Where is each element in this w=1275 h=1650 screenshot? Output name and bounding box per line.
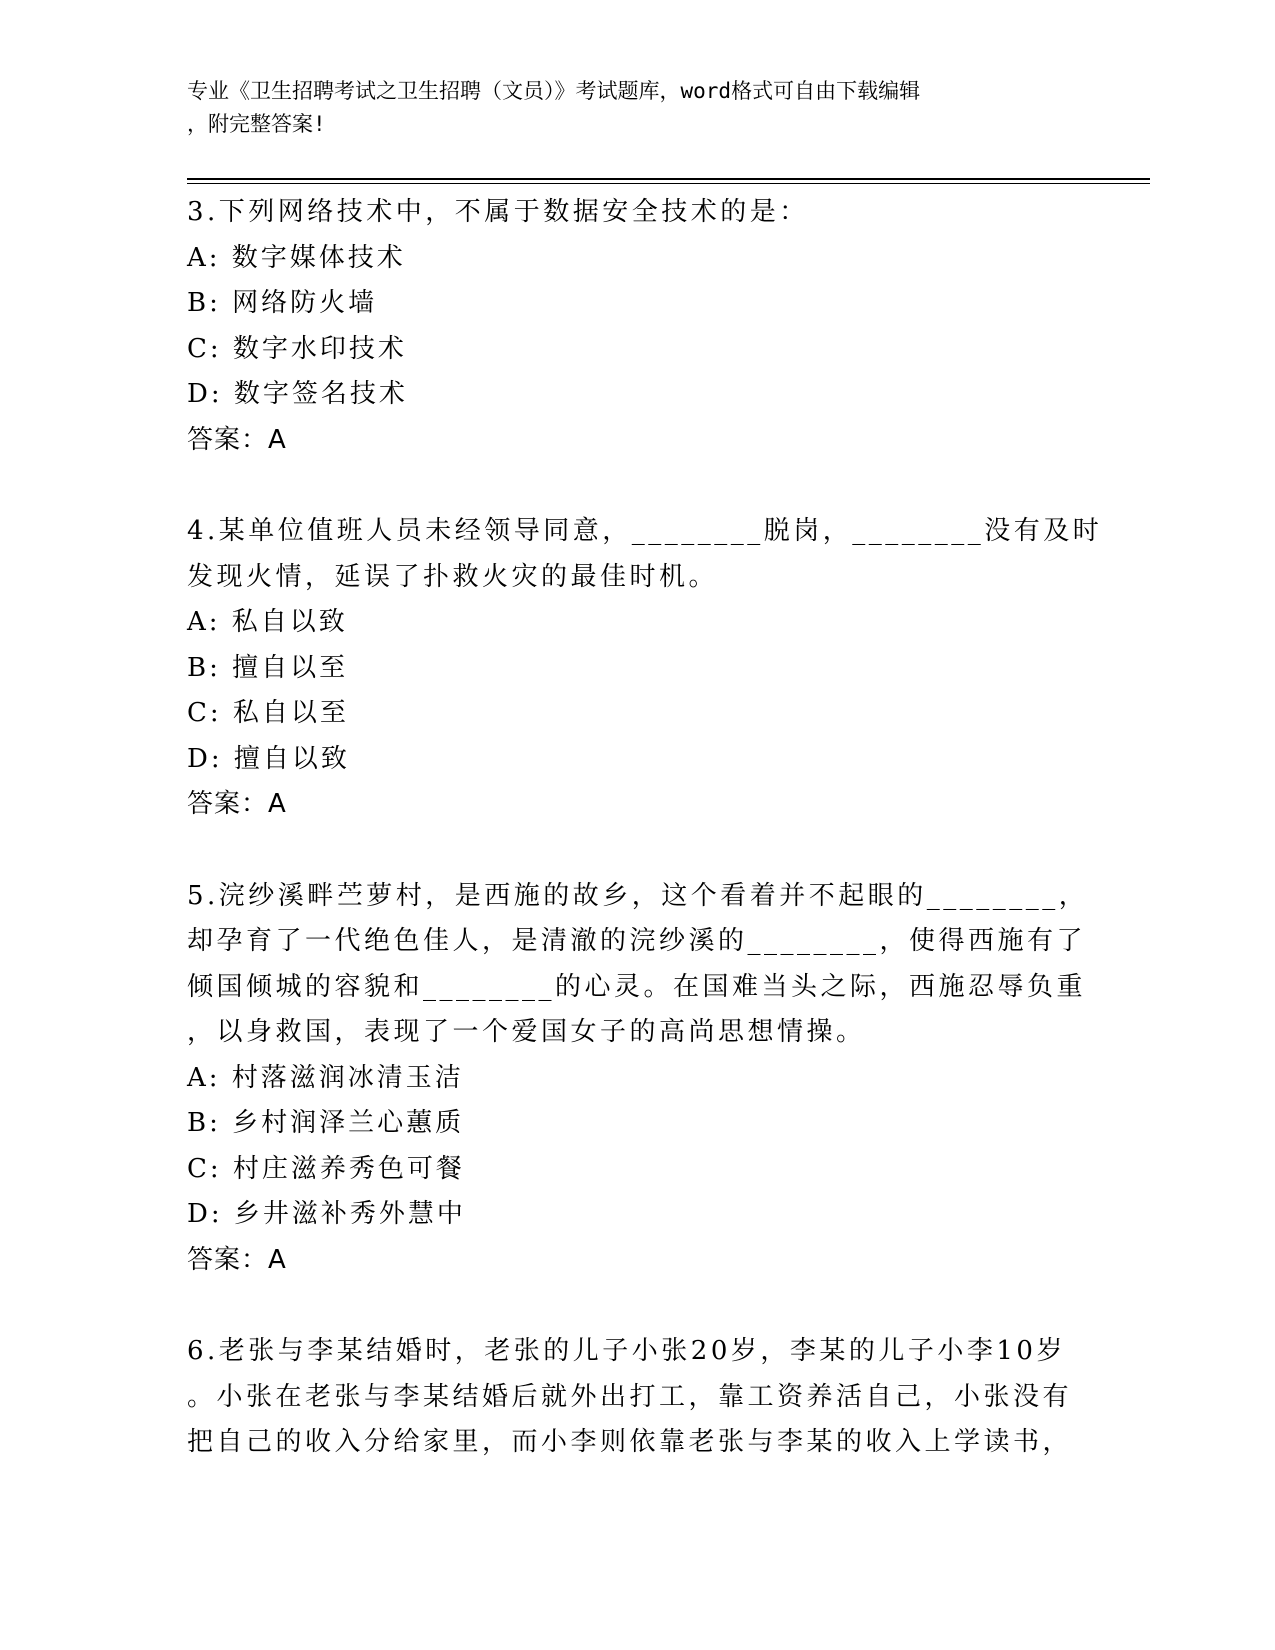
stem-line: 4.某单位值班人员未经领导同意，________脱岗，________没有及时 [187, 516, 1103, 546]
question-stem [187, 509, 1103, 600]
option-b: B: 乡村润泽兰心蕙质 [187, 1108, 465, 1138]
question-stem [187, 190, 1067, 236]
option-d: D: 乡井滋补秀外慧中 [187, 1199, 466, 1229]
stem-line: 却孕育了一代绝色佳人，是清澈的浣纱溪的________，使得西施有了 [187, 926, 1087, 956]
question-list [187, 190, 1103, 1512]
stem-line: 发现火情，延误了扑救火灾的最佳时机。 [187, 561, 719, 592]
question-stem [187, 874, 1089, 1056]
option-a: A: 私自以致 [187, 607, 348, 637]
option-c: C: 私自以至 [187, 698, 349, 728]
stem-line: 。小张在老张与李某结婚后就外出打工，靠工资养活自己，小张没有 [187, 1381, 1073, 1412]
option-c: C: 村庄滋养秀色可餐 [187, 1153, 465, 1184]
question-4 [187, 509, 1103, 828]
answer-label: 答案：A [187, 789, 287, 819]
stem-line: 倾国倾城的容貌和________的心灵。在国难当头之际，西施忍辱负重 [187, 971, 1087, 1002]
option-c: C: 数字水印技术 [187, 333, 407, 364]
option-a: A: 村落滋润冰清玉洁 [187, 1062, 464, 1093]
stem-line: 6.老张与李某结婚时，老张的儿子小张20岁，李某的儿子小李10岁 [187, 1336, 1066, 1366]
option-b: B: 网络防火墙 [187, 288, 378, 318]
question-5 [187, 874, 1089, 1284]
header-line-2: ，附完整答案! [187, 112, 326, 136]
stem-line: 把自己的收入分给家里，而小李则依靠老张与李某的收入上学读书， [187, 1427, 1073, 1457]
option-a: A: 数字媒体技术 [187, 242, 406, 273]
header-divider-thin [187, 183, 1150, 184]
option-d: D: 数字签名技术 [187, 379, 408, 409]
document-header [187, 75, 1067, 141]
stem-line: 3.下列网络技术中，不属于数据安全技术的是： [187, 197, 809, 227]
answer-label: 答案：A [187, 1244, 287, 1275]
answer-label: 答案：A [187, 424, 287, 455]
option-b: B: 擅自以至 [187, 652, 349, 683]
question-6 [187, 1329, 1073, 1466]
question-stem [187, 1329, 1073, 1466]
stem-line: ，以身救国，表现了一个爱国女子的高尚思想情操。 [187, 1017, 866, 1047]
option-d: D: 擅自以致 [187, 743, 350, 774]
header-divider-thick [187, 178, 1150, 180]
question-3 [187, 190, 1067, 463]
header-line-1: 专业《卫生招聘考试之卫生招聘（文员）》考试题库，word格式可自由下载编辑 [187, 79, 921, 103]
stem-line: 5.浣纱溪畔苎萝村，是西施的故乡，这个看着并不起眼的________， [187, 880, 1089, 911]
